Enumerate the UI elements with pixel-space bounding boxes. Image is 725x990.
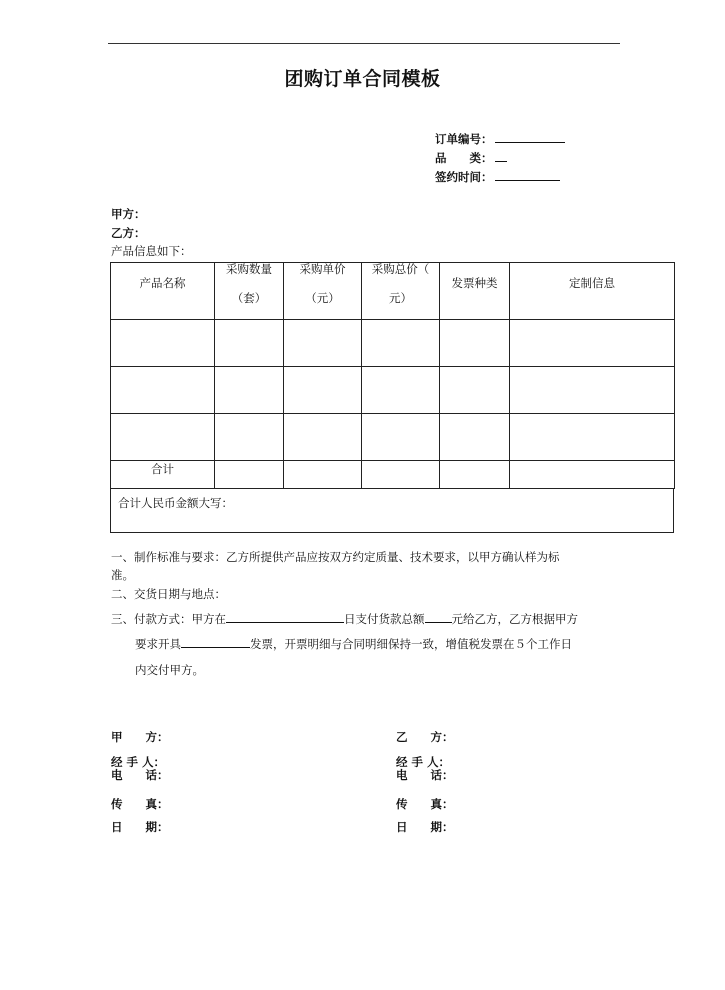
table-cell[interactable] [440,461,510,489]
category-label: 品 类： [435,151,493,165]
sign-fax-a: 传 真： [111,797,169,811]
sign-party-b: 乙 方： [396,730,454,744]
clause-2: 二、交货日期与地点： [111,587,226,601]
document-title: 团购订单合同模板 [284,68,441,90]
table-cell[interactable] [284,367,362,414]
clause-3-line-3: 内交付甲方。 [135,663,204,677]
payment-amount-blank[interactable] [425,612,452,623]
sign-time-label: 签约时间： [435,170,493,184]
table-cell[interactable] [111,367,215,414]
table-row [111,414,675,461]
sign-handler-b: 经 手 人： [396,755,451,769]
table-cell[interactable] [510,367,675,414]
sign-date-b: 日 期： [396,820,454,834]
total-label-cell [111,461,215,489]
order-number-blank[interactable] [495,132,565,143]
table-cell[interactable] [440,320,510,367]
category-field [435,150,507,166]
table-cell[interactable] [215,461,284,489]
clause-3-line-1 [111,611,578,627]
table-cell[interactable] [362,414,440,461]
table-cell[interactable] [440,367,510,414]
sign-date-a: 日 期： [111,820,169,834]
payment-date-blank[interactable] [226,612,344,623]
header-quantity: 采购数量 （套） [215,263,284,320]
header-invoice-type: 发票种类 [440,263,510,320]
party-b-label: 乙方： [111,226,146,240]
table-cell[interactable] [440,414,510,461]
total-label: 合计 [151,461,174,476]
sign-fax-b: 传 真： [396,797,454,811]
table-cell[interactable] [362,461,440,489]
header-custom-info: 定制信息 [510,263,675,320]
category-blank[interactable] [495,151,507,162]
top-rule [108,43,620,44]
product-intro: 产品信息如下： [111,244,192,258]
clause-3-line-2 [135,636,572,652]
clause-3-text-c: 元给乙方，乙方根据甲方 [451,612,578,626]
header-total-price: 采购总价（ 元） [362,263,440,320]
table-cell[interactable] [362,320,440,367]
clause-3-text-d: 要求开具 [135,637,181,651]
table-row [111,367,675,414]
clause-3-text-e: 发票，开票明细与合同明细保持一致，增值税发票在５个工作日 [250,637,572,651]
table-header-row [111,263,675,320]
invoice-type-blank[interactable] [181,637,250,648]
sign-phone-b: 电 话： [396,768,454,782]
clause-1-line-2: 准。 [111,568,134,582]
amount-in-words-label: 合计人民币金额大写： [118,496,233,510]
party-a-label: 甲方： [111,207,146,221]
table-cell[interactable] [284,414,362,461]
table-cell[interactable] [510,320,675,367]
amount-in-words-table [110,488,674,533]
table-cell[interactable] [215,367,284,414]
table-cell[interactable] [111,414,215,461]
product-table [110,262,675,489]
order-number-label: 订单编号： [435,132,493,146]
clause-3-text-a: 三、付款方式：甲方在 [111,612,226,626]
table-cell[interactable] [510,414,675,461]
table-cell[interactable] [284,320,362,367]
header-product-name: 产品名称 [111,263,215,320]
sign-handler-a: 经 手 人： [111,755,166,769]
table-cell[interactable] [362,367,440,414]
sign-time-field [435,169,560,185]
order-number-field [435,131,565,147]
table-cell[interactable] [215,414,284,461]
total-row [111,461,675,489]
sign-party-a: 甲 方： [111,730,169,744]
table-row [111,320,675,367]
sign-time-blank[interactable] [495,170,560,181]
clause-1-line-1: 一、制作标准与要求：乙方所提供产品应按双方约定质量、技术要求，以甲方确认样为标 [111,550,560,564]
header-unit-price: 采购单价 （元） [284,263,362,320]
clause-3-text-b: 日支付货款总额 [344,612,425,626]
sign-phone-a: 电 话： [111,768,169,782]
table-cell[interactable] [284,461,362,489]
table-cell[interactable] [510,461,675,489]
table-cell[interactable] [215,320,284,367]
table-cell[interactable] [111,320,215,367]
amount-in-words-cell[interactable] [111,489,674,533]
